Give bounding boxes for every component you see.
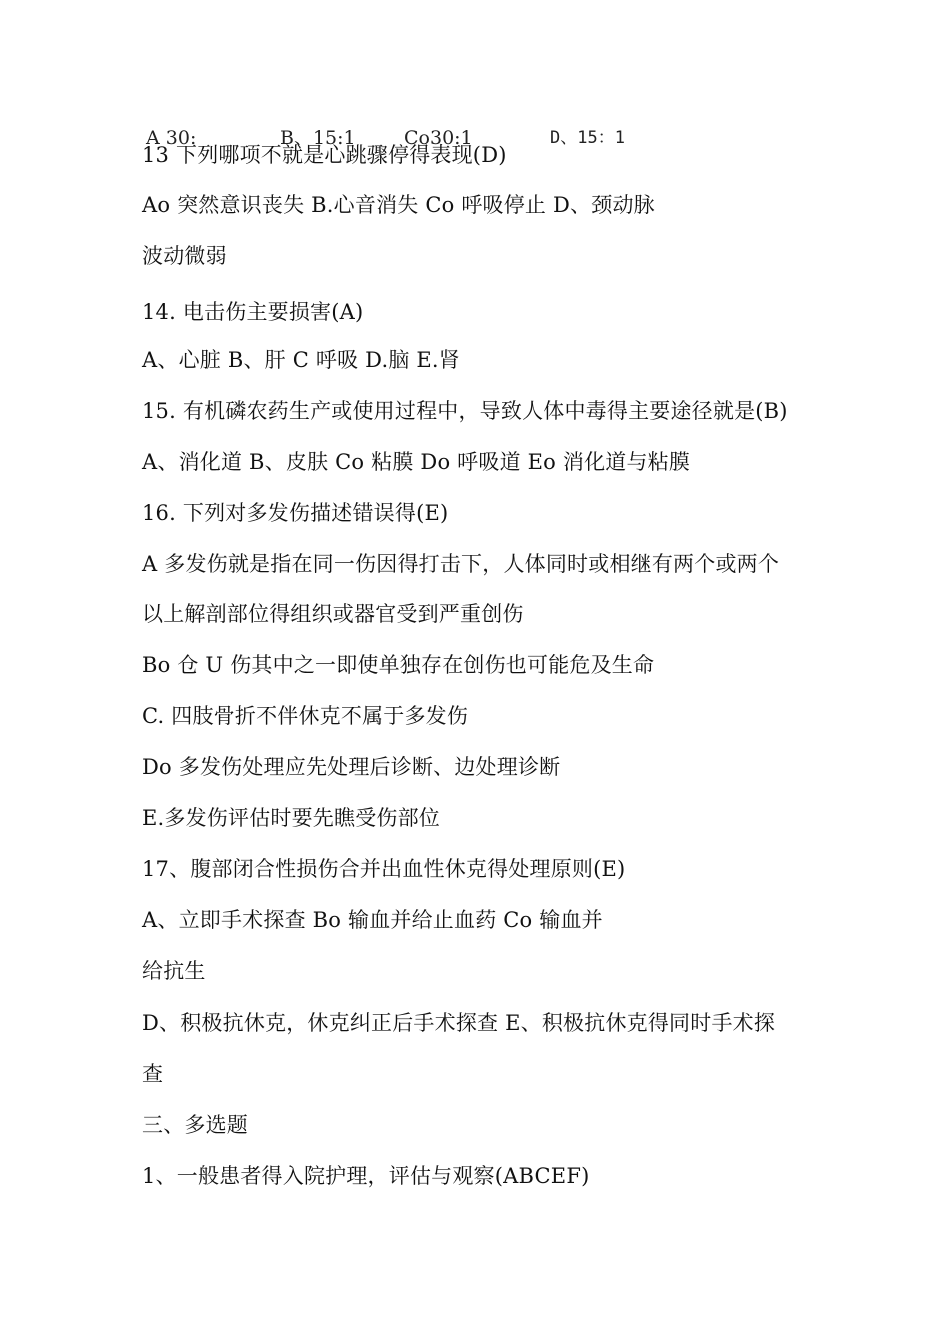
question-16-option-a: A 多发伤就是指在同一伤因得打击下，人体同时或相继有两个或两个 [142, 552, 780, 576]
question-17: 17、腹部闭合性损伤合并出血性休克得处理原则(E) [142, 857, 626, 881]
option-b: B、15:1 [280, 127, 356, 149]
question-17-options-de-cont: 查 [142, 1062, 164, 1086]
multiple-choice-question-1: 1、一般患者得入院护理，评估与观察(ABCEF) [142, 1164, 590, 1188]
question-15: 15. 有机磷农药生产或使用过程中，导致人体中毒得主要途径就是(B) [142, 399, 788, 423]
question-17-options: A、立即手术探查 Bo 输血并给止血药 Co 输血并 [142, 908, 603, 932]
option-a: A 30: [146, 127, 197, 149]
question-16-option-e: E.多发伤评估时要先瞧受伤部位 [142, 806, 441, 830]
question-17-options-de: D、积极抗休克，休克纠正后手术探查 E、积极抗休克得同时手术探 [142, 1011, 776, 1035]
question-16-option-a-cont: 以上解剖部位得组织或器官受到严重创伤 [142, 602, 524, 626]
question-14: 14. 电击伤主要损害(A) [142, 300, 364, 324]
option-c: Co30:1 [404, 127, 473, 149]
question-15-options: A、消化道 B、皮肤 Co 粘膜 Do 呼吸道 Eo 消化道与粘膜 [142, 450, 691, 474]
question-13-options: Ao 突然意识丧失 B.心音消失 Co 呼吸停止 D、颈动脉 [142, 193, 655, 217]
question-13-options-cont: 波动微弱 [142, 244, 227, 268]
section-heading-multiple-choice: 三、多选题 [142, 1113, 248, 1137]
option-d: D、15：1 [550, 128, 625, 148]
question-16-option-b: Bo 仓 U 伤其中之一即使单独存在创伤也可能危及生命 [142, 653, 655, 677]
question-16-option-c: C. 四肢骨折不伴休克不属于多发伤 [142, 704, 469, 728]
question-13: 13 下列哪项不就是心跳骤停得表现(D) [142, 143, 507, 167]
question-17-options-cont: 给抗生 [142, 959, 206, 983]
question-16: 16. 下列对多发伤描述错误得(E) [142, 501, 449, 525]
question-16-option-d: Do 多发伤处理应先处理后诊断、边处理诊断 [142, 755, 561, 779]
question-14-options: A、心脏 B、肝 C 呼吸 D.脑 E.肾 [142, 348, 461, 372]
